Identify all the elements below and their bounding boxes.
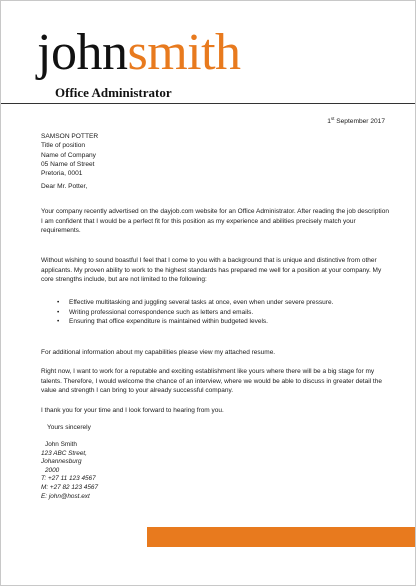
signature-postal: 2000 [45, 466, 60, 474]
body-paragraph-5: I thank you for your time and I look forward to hearing from you. [41, 407, 224, 414]
signature-city: Johannesburg [41, 458, 82, 466]
recipient-city: Pretoria, 0001 [41, 170, 83, 178]
date-day: 1 [327, 118, 331, 126]
recipient-street: 05 Name of Street [41, 160, 95, 168]
signature-email: E: john@host.ext [41, 492, 90, 500]
list-item: • Writing professional correspondence such as letters and emails. [55, 308, 333, 318]
signature-name: John Smith [45, 441, 77, 448]
applicant-name-heading [37, 23, 241, 83]
list-item: • Effective multitasking and juggling several tasks at once, even when under severe pressure. [55, 298, 333, 308]
signature-phone: T: +27 11 123 4567 [41, 475, 96, 483]
body-paragraph-4: Right now, I want to work for a reputable and exciting establishment like yours where there will be a big stage for my talents. Therefore, I would welcome the chance of an interview, where we would be able to discuss in greater detail the value and strength I can bring to your already successful company. [41, 368, 382, 395]
signature-street: 123 ABC Street, [41, 449, 87, 457]
header-divider [1, 103, 415, 104]
recipient-name: SAMSON POTTER [41, 133, 99, 140]
list-item: • Ensuring that office expenditure is maintained within budgeted levels. [55, 317, 333, 327]
body-paragraph-1: Your company recently advertised on the dayjob.com website for an Office Administrator. After reading the job description I am confident that I would be a perfect fit for this position as my experience and abilities precisely match your requirements. [41, 208, 389, 235]
body-paragraph-2: Without wishing to sound boastful I feel that I come to you with a background that is unique and distinctive from other applicants. My proven ability to work to the highest standards has prepared me well for a position at your company. My core strengths include, but are not limited to the following: [41, 257, 382, 284]
signature-block [41, 441, 98, 501]
strengths-list [55, 298, 333, 327]
letter-date [327, 116, 385, 125]
recipient-company: Name of Company [41, 151, 96, 159]
closing: Yours sincerely [47, 424, 91, 431]
recipient-address [41, 132, 98, 178]
footer-accent-bar [147, 527, 415, 547]
first-name: john [37, 24, 128, 81]
date-month-year: September 2017 [334, 118, 385, 126]
last-name: smith [127, 24, 241, 81]
signature-mobile: M: +27 82 123 4567 [41, 483, 99, 491]
salutation: Dear Mr. Potter, [41, 183, 88, 190]
job-title: Office Administrator [55, 85, 172, 100]
body-paragraph-3: For additional information about my capabilities please view my attached resume. [41, 349, 276, 356]
recipient-title: Title of position [41, 142, 86, 150]
date-suffix: st [330, 116, 335, 121]
